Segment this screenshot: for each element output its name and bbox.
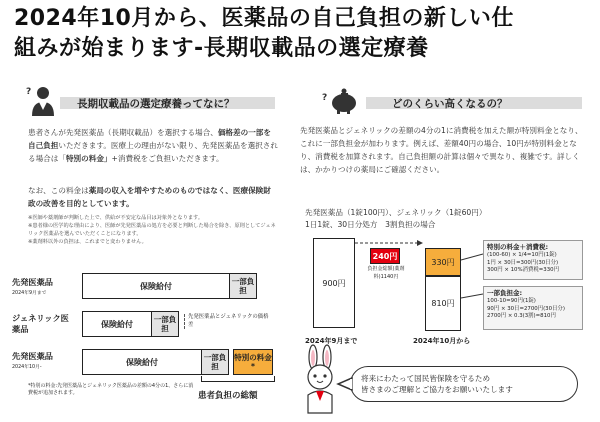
doctor-icon (26, 86, 56, 116)
bubble-line-1: 将来にわたって国民皆保険を守るため (361, 374, 491, 383)
label-after: 2024年10月から (413, 337, 471, 345)
title-line-2: 組みが始まります-長期収載品の選定療養 (14, 36, 429, 61)
bar-before (313, 238, 355, 328)
bubble-line-2: 皆さまのご理解とご協力をお願いいたします (361, 385, 513, 394)
row1-label (12, 277, 82, 299)
copay-line-3: 2700円 × 0.3(3割)=810円 (487, 313, 556, 319)
page-title (14, 4, 590, 64)
total-label: 患者負担の総額 (198, 391, 258, 401)
para2-bold-b: 薬局の収入を増やすためのものではなく、医療保険財政の改善を目的としています。 (28, 186, 271, 208)
para1-text-g: +消費税をご負担いただきます。 (111, 154, 224, 163)
bar-after (425, 276, 461, 331)
left-notes (28, 214, 280, 246)
bar-orange-value: 330円 (431, 257, 455, 267)
para1-bold-f: 料金」 (88, 154, 112, 163)
row3-copay-box (201, 349, 229, 375)
piggy-bank-icon (322, 88, 360, 114)
row1-insurance-label: 保険給付 (140, 281, 172, 291)
special-line-2: 1円 × 30日=300円(30日分) (487, 259, 559, 266)
title-line-1: 2024年10月から、医薬品の自己負担の新しい仕 (14, 6, 514, 31)
row3-sub: 2024年10月- (12, 365, 42, 370)
special-explain-box (483, 240, 583, 280)
example-line-1: 先発医薬品（1錠100円）、ジェネリック（1錠60円） (305, 208, 487, 217)
left-paragraph-2 (28, 184, 278, 210)
rabbit-pharmacist-icon (298, 345, 342, 415)
para2-text-a: なお、この料金は (28, 186, 89, 195)
callout-arrows (461, 250, 485, 320)
note-1: ※医師や薬剤師が判断した上で、供給が不安定な品目は対象外となります。 (28, 215, 204, 221)
row1-copay-box (229, 273, 257, 299)
speech-bubble (350, 366, 578, 402)
bar-orange (425, 248, 461, 276)
copay-title: 一部負担金: (487, 289, 523, 297)
row1-insurance-box (82, 273, 230, 299)
row3-insurance-box (82, 349, 202, 375)
row1-copay-label: 一部負担 (231, 277, 255, 295)
row3-insurance-label: 保険給付 (126, 357, 158, 367)
bar-red-value: 240円 (372, 251, 398, 261)
para1-text-c: いただきます。医療上の理由 (58, 141, 157, 150)
example-line-2: 1日1錠、30日分処方 3割負担の場合 (305, 220, 436, 229)
row3-special-label: 特別の料金* (234, 353, 272, 371)
left-footnote: *特別の料金:先発医薬品とジェネリック医薬品の差額の4分の1、さらに消費税が追加されます。 (28, 383, 194, 396)
copay-explain-box (483, 286, 583, 330)
para1-bold-e: 特別の (65, 154, 89, 163)
left-paragraph-1 (28, 126, 278, 165)
row2-insurance-label: 保険給付 (101, 319, 133, 329)
total-bracket (201, 376, 275, 382)
left-section-header (12, 86, 280, 116)
special-line-1: (100-60) × 1/4=10円(1錠) (487, 252, 557, 258)
right-paragraph: 先発医薬品とジェネリックの差額の4分の1に消費税を加えた額が特別料金となり、これに一部負担金が加わります。例えば、差額40円の場合、10円が特別料金となり、消費税を加算されます。自己負担額の計算は個々で異なり、複雑です。詳しくは、かかりつけの薬局にご確認ください。 (300, 126, 583, 174)
note-2: ※患者様の医学的な理由により、医師が先発医薬品の処方を必要と判断した場合を除き、原則としてジェネリック医薬品を選んでいただくことになります。 (28, 223, 276, 237)
para1-bold-b: 価格差の一部を自己負担 (28, 128, 271, 150)
bubble-tail (338, 378, 352, 390)
row3-label (12, 351, 82, 373)
special-line-3: 300円 × 10%消費税=330円 (487, 267, 559, 273)
label-before: 2024年9月まで (305, 337, 358, 345)
row3-name: 先発医薬品 (12, 351, 53, 361)
note-3: ※薬剤料以外の負担は、これまでと変わりません。 (28, 239, 147, 245)
svg-text:?: ? (26, 87, 32, 97)
row2-copay-label: 一部負担 (153, 315, 177, 333)
row2-diff-note: 先発医薬品とジェネリックの価格差 (184, 314, 270, 329)
row2-name: ジェネリック医薬品 (12, 313, 69, 334)
row3-special-box (233, 349, 273, 375)
row2-label (12, 313, 72, 335)
dashed-connector (355, 240, 425, 246)
row2-copay-box (151, 311, 179, 337)
row1-name: 先発医薬品 (12, 277, 53, 287)
copay-line-2: 90円 × 30日=2700円(30日分) (487, 305, 565, 312)
right-section-header (322, 86, 592, 116)
para1-text-a: 患者さんが先発医薬品（長期収載品）を選択する場合、 (28, 128, 218, 137)
copay-line-1: 100-10=90円(1錠) (487, 298, 536, 304)
row2-insurance-box (82, 311, 152, 337)
para1-text-d: がない限り、先発医薬品を選択される場合は「 (28, 141, 278, 163)
bar-after-value: 810円 (431, 299, 455, 308)
svg-text:?: ? (322, 93, 328, 103)
left-heading: 長期収載品の選定療養ってなに？ (77, 98, 235, 110)
row1-sub: 2024年9月まで (12, 291, 47, 296)
special-title: 特別の料金＋消費税: (487, 243, 549, 251)
red-caption: 負担金総額(薬剤料)1140円 (367, 266, 405, 280)
right-heading: どのくらい高くなるの？ (392, 98, 508, 110)
row3-copay-label: 一部負担 (203, 353, 227, 371)
bar-before-value: 900円 (322, 278, 346, 288)
bar-red (370, 248, 400, 264)
